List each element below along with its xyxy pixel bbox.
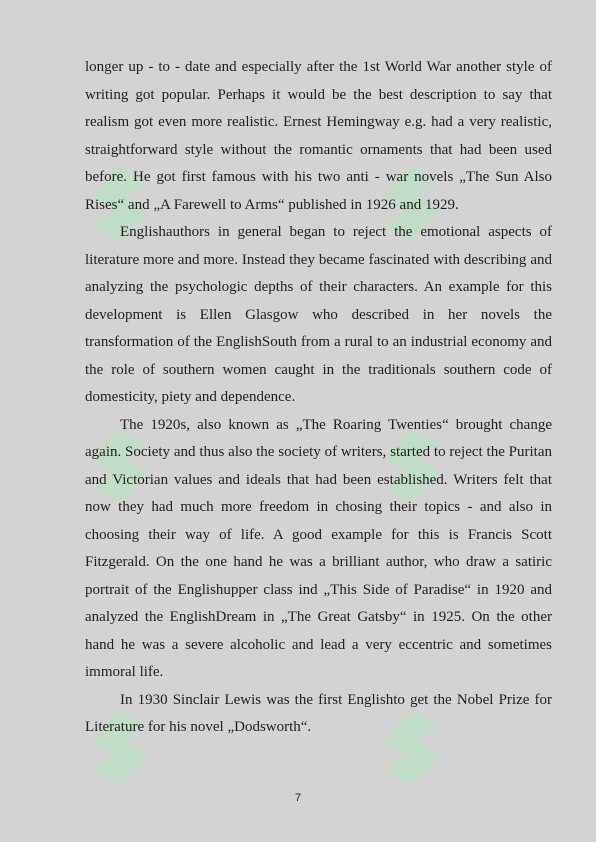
- paragraph: longer up - to - date and especially after the 1st World War another style of writing got popular. Perhaps it would be the best description to say that realism got even more realistic. Ernest Hemingway e.g. had a very realistic, straightforward style without the romantic ornaments that had been used before. He got first famous with his two anti - war novels „The Sun Also Rises“ and „A Farewell to Arms“ published in 1926 and 1929.: [85, 59, 552, 213]
- paragraph: The 1920s, also known as „The Roaring Twenties“ brought change again. Society and thus also the society of writers, started to reject the Puritan and Victorian values and ideals that had been established. Writers felt that now they had much more freedom in chosing their topics - and also in choosing their way of life. A good example for this is Francis Scott Fitzgerald. On the one hand he was a brilliant author, who draw a satiric portrait of the Englishupper class ind „This Side of Paradise“ in 1920 and analyzed the EnglishDream in „The Great Gatsby“ in 1925. On the other hand he was a severe alcoholic and lead a very eccentric and sometimes immoral life.: [85, 416, 552, 680]
- body-text: [85, 54, 552, 742]
- paragraph: In 1930 Sinclair Lewis was the first Englishto get the Nobel Prize for Literature for his novel „Dodsworth“.: [85, 691, 552, 735]
- paragraph: Englishauthors in general began to reject the emotional aspects of literature more and more. Instead they became fascinated with describing and analyzing the psychologic depths of their characters. An example for this development is Ellen Glasgow who described in her novels the transformation of the EnglishSouth from a rural to an industrial economy and the role of southern women caught in the traditionals southern code of domesticity, piety and dependence.: [85, 224, 552, 405]
- page-number: 7: [294, 792, 302, 804]
